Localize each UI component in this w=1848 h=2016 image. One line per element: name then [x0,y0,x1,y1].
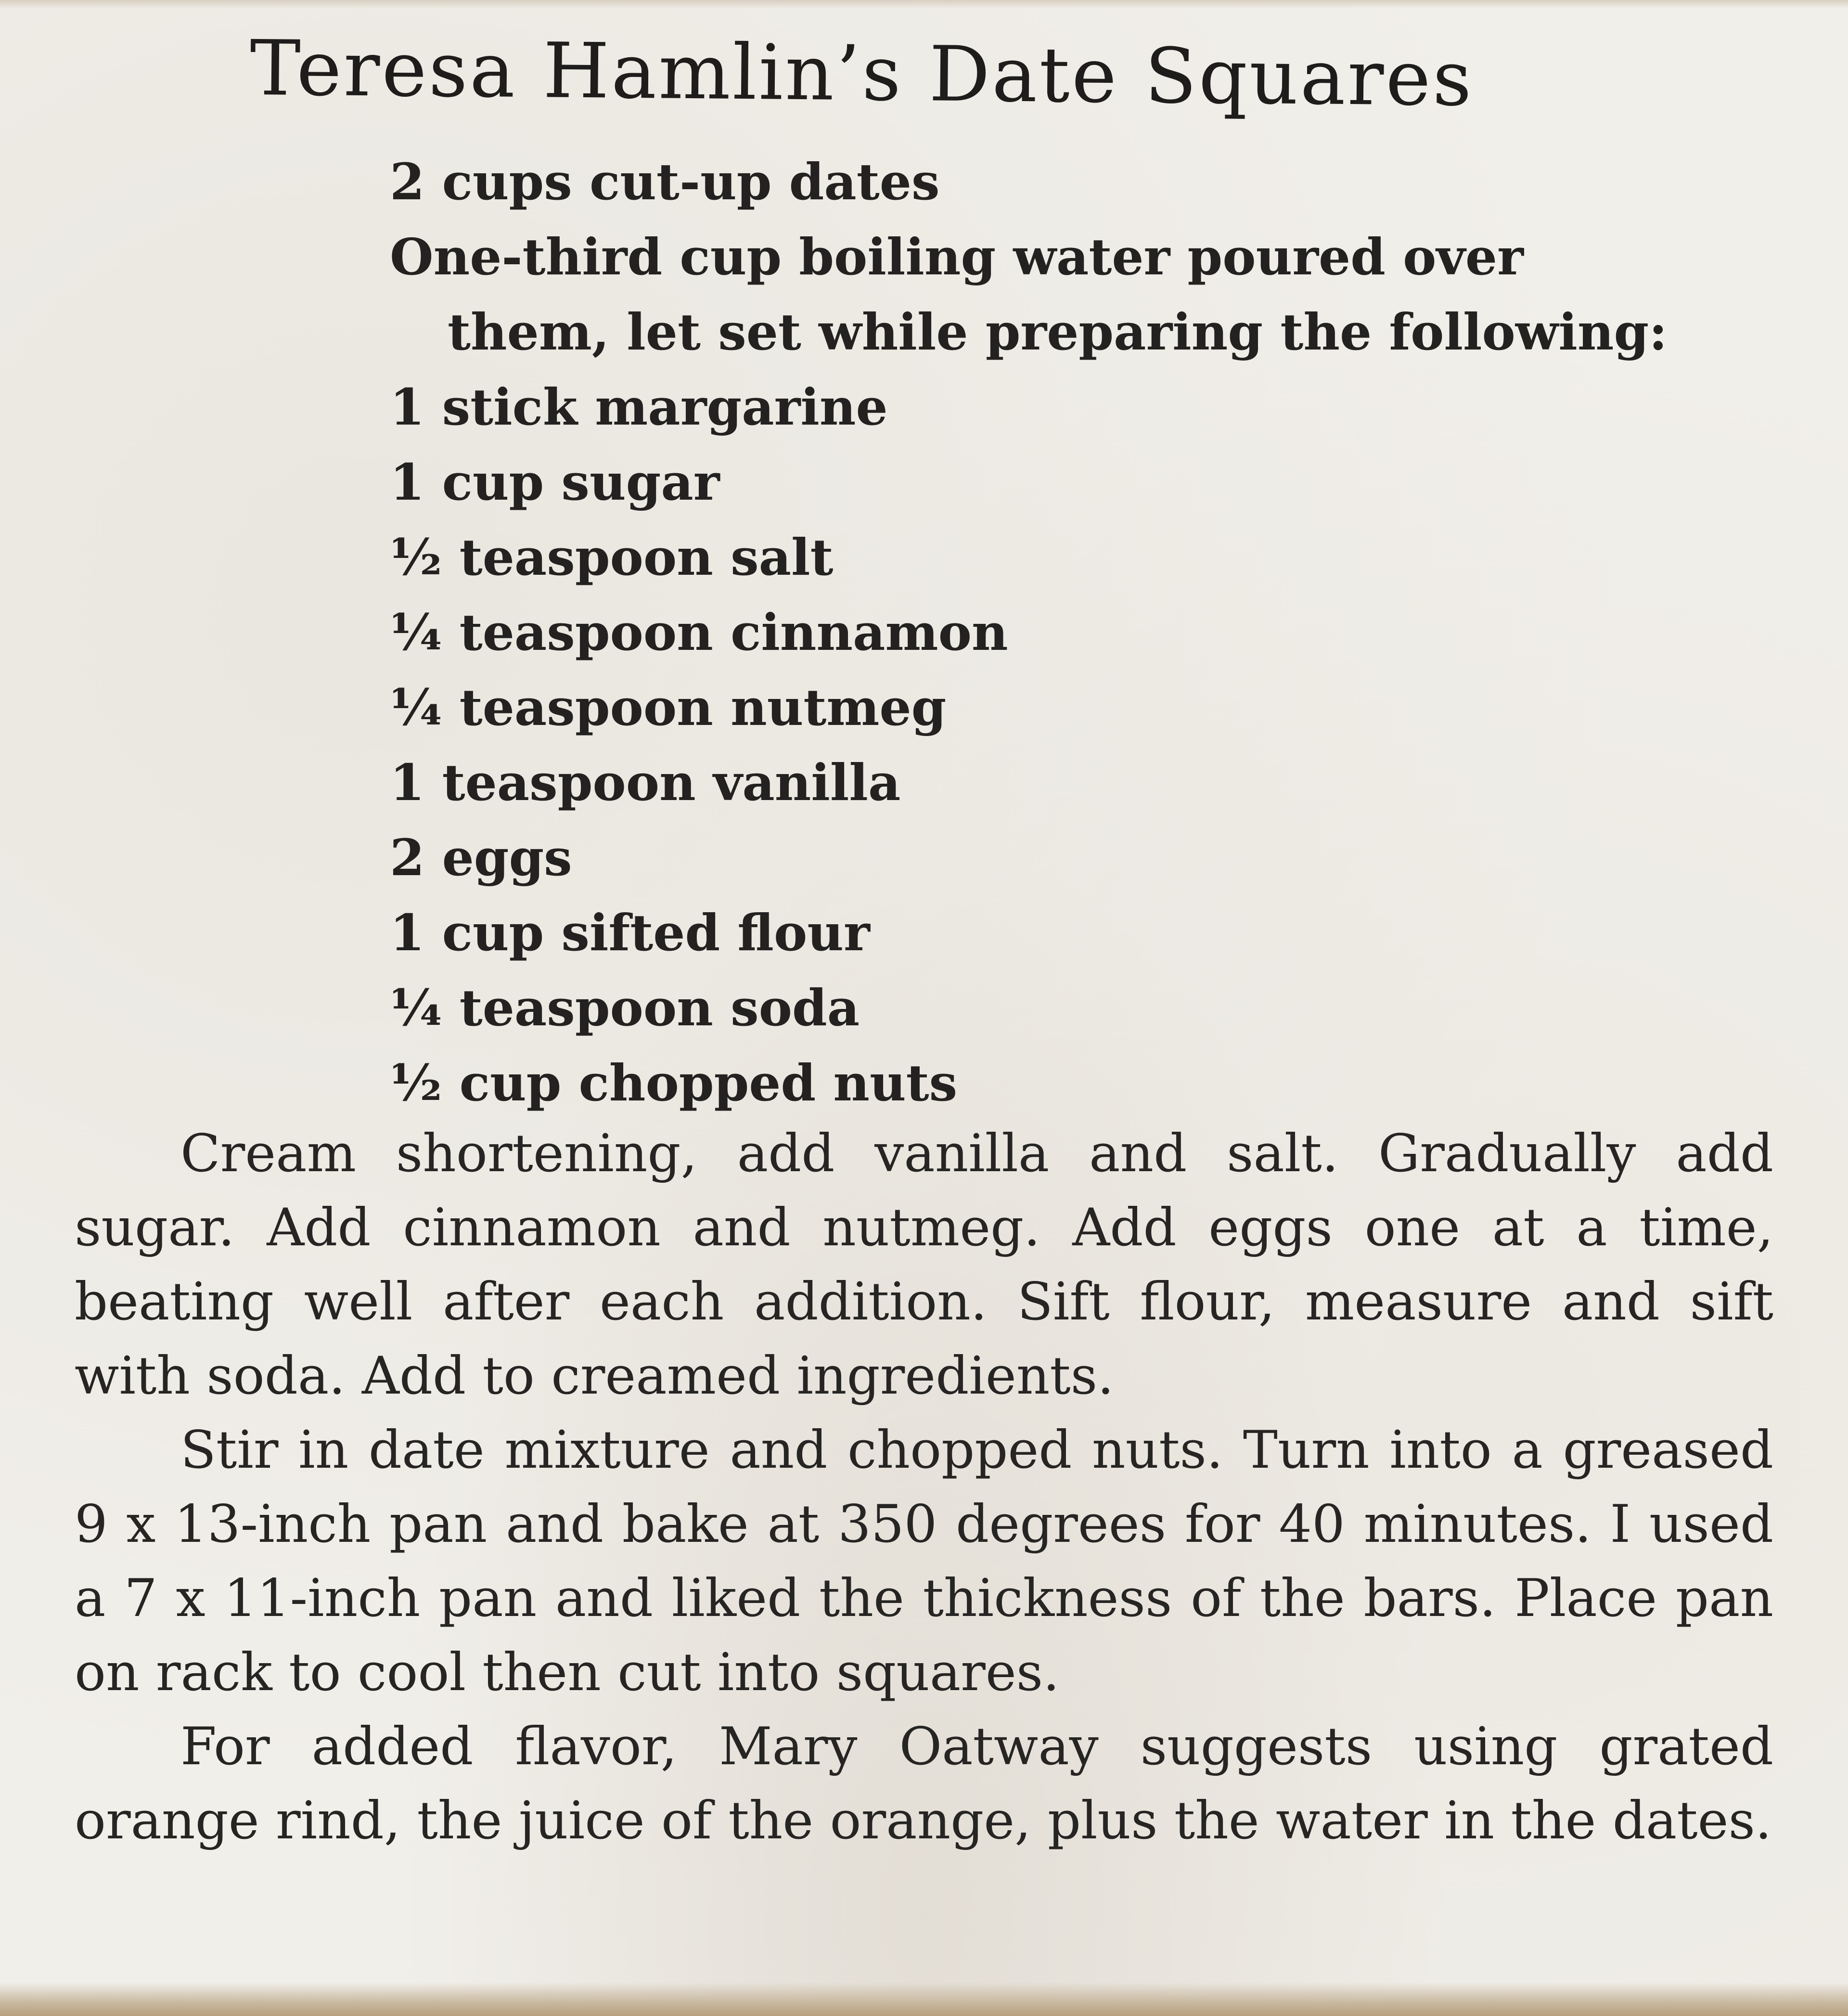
torn-bottom-edge [0,1982,1848,2016]
ingredient-item: 1 cup sugar [390,452,720,512]
ingredient-item: One-third cup boiling water poured over [390,227,1524,286]
ingredient-list [390,144,1668,1121]
ingredient-item: ¼ teaspoon nutmeg [390,678,947,737]
recipe-title: Teresa Hamlin’s Date Squares [249,24,1474,124]
torn-top-edge [0,0,1848,9]
instruction-paragraph: For added flavor, Mary Oatway suggests using grated orange rind, the juice of the orange, plus the water in the dates. [75,1717,1773,1851]
ingredient-item: 2 eggs [390,828,572,887]
instruction-paragraph: Stir in date mixture and chopped nuts. Turn into a greased 9 x 13-inch pan and bake at 350 degrees for 40 minutes. I used a 7 x 11-inch pan and liked the thickness of the bars. Place pan on rack to cool then cut into squares. [75,1420,1773,1703]
ingredient-item: ¼ teaspoon soda [390,978,860,1037]
instructions [75,1117,1773,1858]
ingredient-item: 1 teaspoon vanilla [390,753,901,812]
instruction-paragraph: Cream shortening, add vanilla and salt. Gradually add sugar. Add cinnamon and nutmeg. Add eggs one at a time, beating well after each addition. Sift flour, measure and sift with soda. Add to creamed ingredients. [75,1124,1773,1406]
ingredient-item: ½ cup chopped nuts [390,1053,958,1112]
ingredient-item: them, let set while preparing the following: [448,302,1668,362]
ingredient-item: 1 cup sifted flour [390,903,870,962]
ingredient-item: 1 stick margarine [390,377,888,437]
ingredient-item: ½ teaspoon salt [390,528,834,587]
ingredient-item: ¼ teaspoon cinnamon [390,603,1008,662]
ingredient-item: 2 cups cut-up dates [390,152,940,211]
